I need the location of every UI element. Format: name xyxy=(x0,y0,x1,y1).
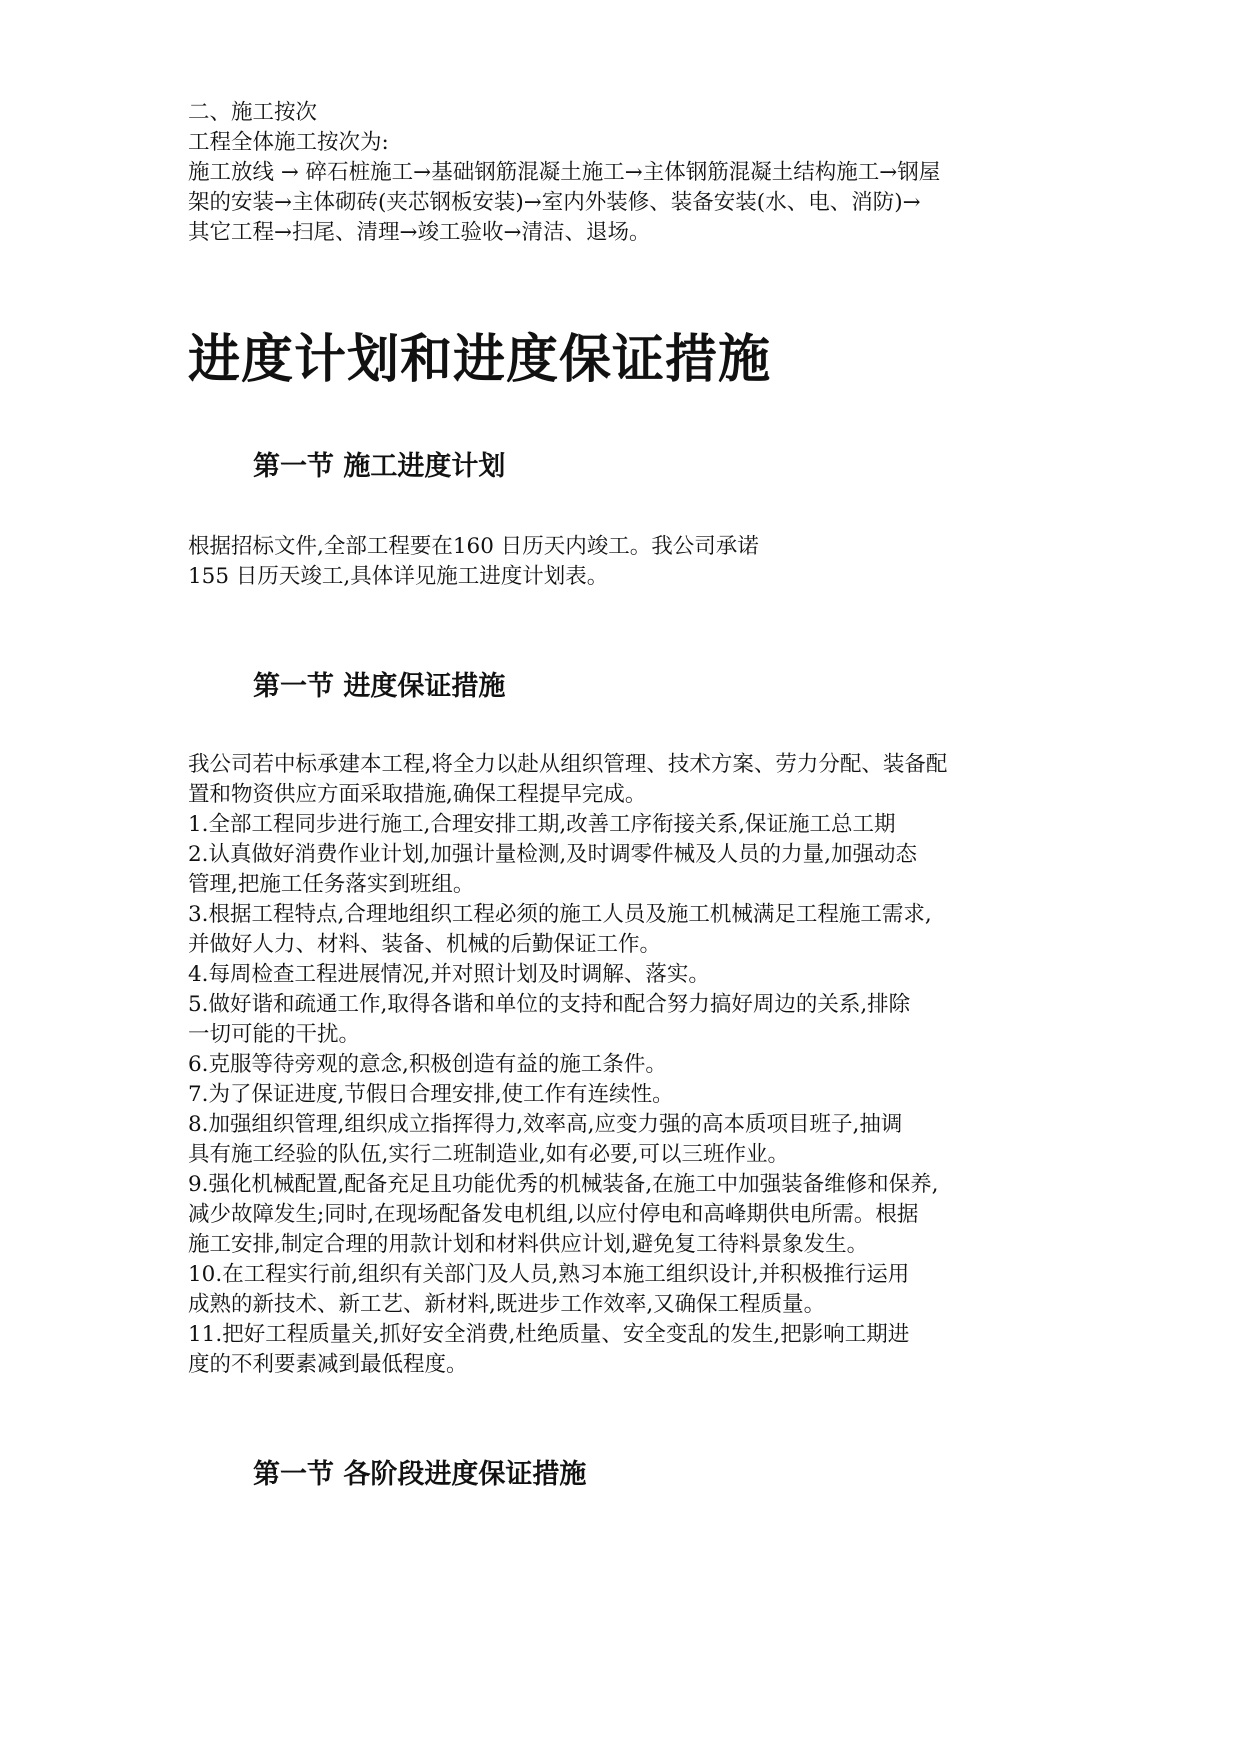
schedule-line: 155 日历天竣工,具体详见施工进度计划表。 xyxy=(188,564,609,589)
measures-line: 6.克服等待旁观的意念,积极创造有益的施工条件。 xyxy=(188,1052,667,1077)
intro-subheading: 工程全体施工按次为: xyxy=(188,130,389,155)
measures-line: 11.把好工程质量关,抓好安全消费,杜绝质量、安全变乱的发生,把影响工期进 xyxy=(188,1322,910,1347)
schedule-line: 根据招标文件,全部工程要在160 日历天内竣工。我公司承诺 xyxy=(188,534,759,559)
measures-line: 一切可能的干扰。 xyxy=(188,1022,361,1047)
measures-line: 7.为了保证进度,节假日合理安排,使工作有连续性。 xyxy=(188,1082,674,1107)
measures-line: 管理,把施工任务落实到班组。 xyxy=(188,872,475,897)
measures-line: 10.在工程实行前,组织有关部门及人员,熟习本施工组织设计,并积极推行运用 xyxy=(188,1262,910,1287)
sequence-line: 其它工程→扫尾、清理→竣工验收→清洁、退场。 xyxy=(188,220,651,245)
measures-line: 成熟的新技术、新工艺、新材料,既进步工作效率,又确保工程质量。 xyxy=(188,1292,826,1317)
measures-line: 具有施工经验的队伍,实行二班制造业,如有必要,可以三班作业。 xyxy=(188,1142,790,1167)
measures-line: 1.全部工程同步进行施工,合理安排工期,改善工序衔接关系,保证施工总工期 xyxy=(188,812,896,837)
measures-line: 度的不利要素减到最低程度。 xyxy=(188,1352,468,1377)
measures-line: 8.加强组织管理,组织成立指挥得力,效率高,应变力强的高本质项目班子,抽调 xyxy=(188,1112,903,1137)
measures-line: 4.每周检查工程进展情况,并对照计划及时调解、落实。 xyxy=(188,962,710,987)
measures-line: 减少故障发生;同时,在现场配备发电机组,以应付停电和高峰期供电所需。根据 xyxy=(188,1202,919,1227)
measures-line: 5.做好谐和疏通工作,取得各谐和单位的支持和配合努力搞好周边的关系,排除 xyxy=(188,992,911,1017)
measures-line: 施工安排,制定合理的用款计划和材料供应计划,避免复工待料景象发生。 xyxy=(188,1232,869,1257)
measures-line: 并做好人力、材料、装备、机械的后勤保证工作。 xyxy=(188,932,662,957)
measures-line: 2.认真做好消费作业计划,加强计量检测,及时调零件械及人员的力量,加强动态 xyxy=(188,842,918,867)
sequence-line: 施工放线 → 碎石桩施工→基础钢筋混凝土施工→主体钢筋混凝土结构施工→钢屋 xyxy=(188,160,941,185)
intro-heading: 二、施工按次 xyxy=(188,100,318,125)
measures-line: 3.根据工程特点,合理地组织工程必须的施工人员及施工机械满足工程施工需求, xyxy=(188,902,932,927)
measures-line: 置和物资供应方面采取措施,确保工程提早完成。 xyxy=(188,782,647,807)
sequence-line: 架的安装→主体砌砖(夹芯钢板安装)→室内外装修、装备安装(水、电、消防)→ xyxy=(188,190,921,215)
section-heading-schedule: 第一节 施工进度计划 xyxy=(253,451,506,482)
measures-line: 9.强化机械配置,配备充足且功能优秀的机械装备,在施工中加强装备维修和保养, xyxy=(188,1172,939,1197)
measures-line: 我公司若中标承建本工程,将全力以赴从组织管理、技术方案、劳力分配、装备配 xyxy=(188,752,948,777)
section-heading-stages: 第一节 各阶段进度保证措施 xyxy=(253,1459,587,1490)
document-content xyxy=(188,98,1088,1492)
section-heading-measures: 第一节 进度保证措施 xyxy=(253,671,506,702)
document-title: 进度计划和进度保证措施 xyxy=(188,330,772,390)
